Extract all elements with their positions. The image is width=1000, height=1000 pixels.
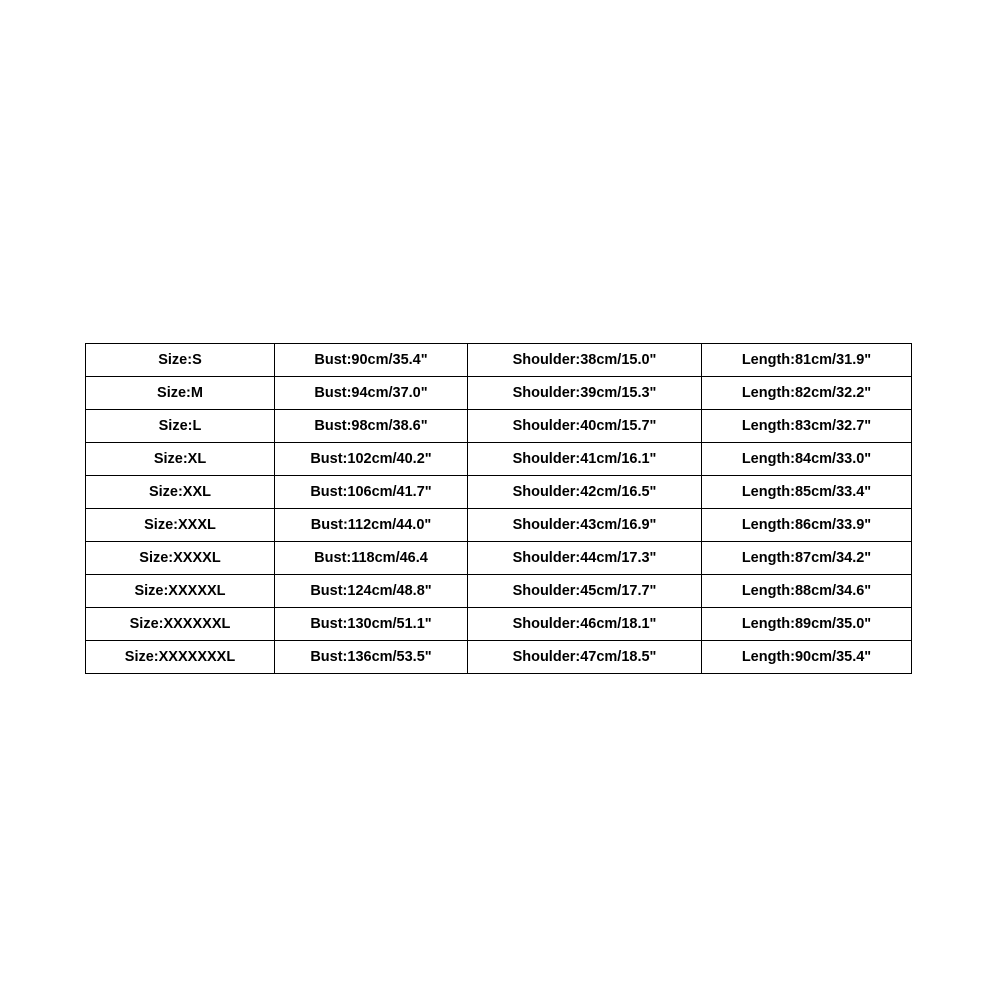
bust-cell: Bust:102cm/40.2" bbox=[275, 443, 468, 476]
table-row bbox=[86, 344, 912, 377]
bust-cell: Bust:98cm/38.6" bbox=[275, 410, 468, 443]
size-cell: Size:XXXXXXL bbox=[86, 608, 275, 641]
shoulder-cell: Shoulder:39cm/15.3" bbox=[468, 377, 702, 410]
size-cell: Size:L bbox=[86, 410, 275, 443]
length-cell: Length:88cm/34.6" bbox=[702, 575, 912, 608]
size-cell: Size:XXXXXL bbox=[86, 575, 275, 608]
size-cell: Size:XXL bbox=[86, 476, 275, 509]
bust-cell: Bust:90cm/35.4" bbox=[275, 344, 468, 377]
length-cell: Length:90cm/35.4" bbox=[702, 641, 912, 674]
length-cell: Length:87cm/34.2" bbox=[702, 542, 912, 575]
size-cell: Size:XXXXL bbox=[86, 542, 275, 575]
size-cell: Size:XXXXXXXL bbox=[86, 641, 275, 674]
shoulder-cell: Shoulder:47cm/18.5" bbox=[468, 641, 702, 674]
table-row bbox=[86, 410, 912, 443]
table-row bbox=[86, 542, 912, 575]
size-cell: Size:M bbox=[86, 377, 275, 410]
size-cell: Size:XXXL bbox=[86, 509, 275, 542]
table-row bbox=[86, 509, 912, 542]
length-cell: Length:83cm/32.7" bbox=[702, 410, 912, 443]
size-cell: Size:XL bbox=[86, 443, 275, 476]
length-cell: Length:86cm/33.9" bbox=[702, 509, 912, 542]
bust-cell: Bust:130cm/51.1" bbox=[275, 608, 468, 641]
bust-cell: Bust:136cm/53.5" bbox=[275, 641, 468, 674]
table-row bbox=[86, 575, 912, 608]
table-row bbox=[86, 641, 912, 674]
size-chart-table bbox=[85, 343, 912, 674]
table-row bbox=[86, 443, 912, 476]
bust-cell: Bust:124cm/48.8" bbox=[275, 575, 468, 608]
shoulder-cell: Shoulder:45cm/17.7" bbox=[468, 575, 702, 608]
size-cell: Size:S bbox=[86, 344, 275, 377]
table-row bbox=[86, 476, 912, 509]
shoulder-cell: Shoulder:44cm/17.3" bbox=[468, 542, 702, 575]
shoulder-cell: Shoulder:46cm/18.1" bbox=[468, 608, 702, 641]
bust-cell: Bust:118cm/46.4 bbox=[275, 542, 468, 575]
length-cell: Length:84cm/33.0" bbox=[702, 443, 912, 476]
shoulder-cell: Shoulder:43cm/16.9" bbox=[468, 509, 702, 542]
bust-cell: Bust:106cm/41.7" bbox=[275, 476, 468, 509]
length-cell: Length:89cm/35.0" bbox=[702, 608, 912, 641]
shoulder-cell: Shoulder:40cm/15.7" bbox=[468, 410, 702, 443]
length-cell: Length:81cm/31.9" bbox=[702, 344, 912, 377]
length-cell: Length:85cm/33.4" bbox=[702, 476, 912, 509]
shoulder-cell: Shoulder:42cm/16.5" bbox=[468, 476, 702, 509]
shoulder-cell: Shoulder:38cm/15.0" bbox=[468, 344, 702, 377]
bust-cell: Bust:112cm/44.0" bbox=[275, 509, 468, 542]
shoulder-cell: Shoulder:41cm/16.1" bbox=[468, 443, 702, 476]
size-chart-body bbox=[86, 344, 912, 674]
bust-cell: Bust:94cm/37.0" bbox=[275, 377, 468, 410]
table-row bbox=[86, 608, 912, 641]
length-cell: Length:82cm/32.2" bbox=[702, 377, 912, 410]
table-row bbox=[86, 377, 912, 410]
